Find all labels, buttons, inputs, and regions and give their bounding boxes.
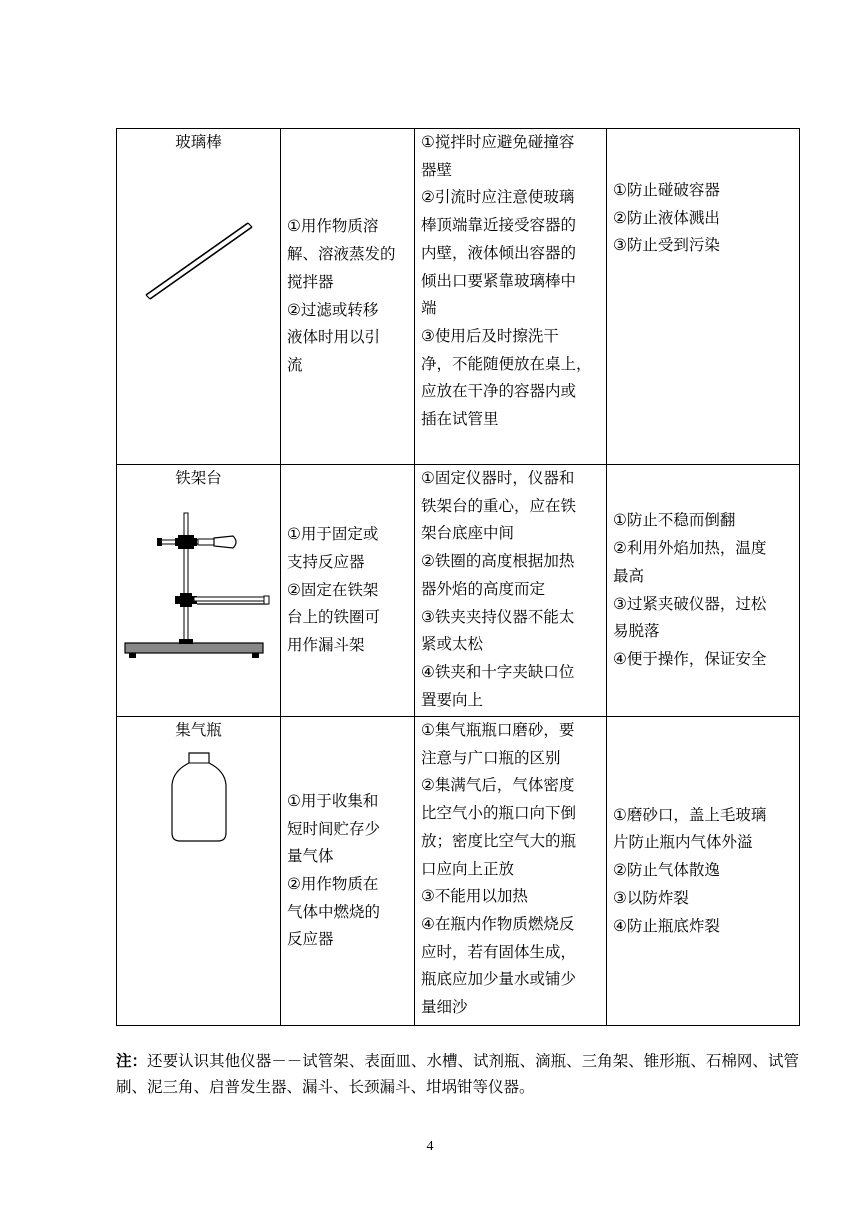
text-line: ③过紧夹破仪器，过松: [613, 594, 767, 613]
notes-cell: [415, 129, 607, 465]
text-line: 瓶底应加少量水或铺少: [421, 970, 577, 989]
text-line: 气体中燃烧的: [287, 902, 381, 921]
text-line: 易脱落: [613, 622, 660, 641]
notes-cell: [415, 465, 607, 717]
text-line: 注意与广口瓶的区别: [421, 748, 561, 767]
text-line: ①用于收集和: [287, 791, 379, 810]
text-line: ③铁夹夹持仪器不能太: [421, 607, 575, 626]
text-line: ①固定仪器时，仪器和: [421, 469, 575, 487]
text-line: ①磨砂口，盖上毛玻璃: [613, 805, 767, 824]
text-line: 棒顶端靠近接受容器的: [421, 216, 577, 235]
iron-stand-illustration: [117, 509, 281, 659]
text-line: 比空气小的瓶口向下倒: [421, 804, 577, 823]
text-line: 液体时用以引: [287, 328, 381, 347]
text-line: ①搅拌时应避免碰撞容: [421, 133, 575, 151]
instrument-cell: [117, 717, 281, 1026]
text-line: 用作漏斗架: [287, 636, 365, 655]
text-line: 铁架台的重心，应在铁: [421, 496, 577, 515]
text-line: 器壁: [421, 160, 453, 179]
table-row: [117, 717, 800, 1026]
text-line: 量气体: [287, 847, 334, 866]
text-line: 搅拌器: [287, 272, 334, 291]
instrument-cell: [117, 129, 281, 465]
text-line: 片防止瓶内气体外溢: [613, 833, 753, 852]
text-line: 置要向上: [421, 690, 484, 709]
text-line: ①集气瓶瓶口磨砂，要: [421, 721, 575, 739]
text-line: 反应器: [287, 930, 334, 949]
footnote-text: 还要认识其他仪器－－试管架、表面皿、水槽、试剂瓶、滴瓶、三角架、锥形瓶、石棉网、试管刷、泥三角、启普发生器、漏斗、长颈漏斗、坩埚钳等仪器。: [116, 1052, 799, 1096]
reasons-cell: [607, 129, 800, 465]
page-number: 4: [426, 1139, 434, 1154]
text-line: 流: [287, 355, 303, 374]
text-line: 器外焰的高度而定: [421, 579, 546, 598]
gas-bottle-illustration: [117, 749, 281, 849]
text-line: ③使用后及时擦洗干: [421, 326, 559, 345]
text-line: ④在瓶内作物质燃烧反: [421, 914, 575, 933]
uses-cell: [281, 717, 415, 1026]
text-line: ②固定在铁架: [287, 580, 379, 599]
text-line: 净，不能随便放在桌上，: [421, 354, 592, 373]
text-line: ②防止液体溅出: [613, 208, 720, 227]
text-line: 紧或太松: [421, 635, 484, 654]
instrument-name: 玻璃棒: [175, 133, 222, 151]
instrument-name: 铁架台: [175, 469, 222, 487]
text-line: ①用作物质溶: [287, 217, 379, 236]
text-line: ③不能用以加热: [421, 887, 528, 906]
text-line: ①防止不稳而倒翻: [613, 511, 736, 530]
text-line: 架台底座中间: [421, 524, 515, 543]
text-line: 台上的铁圈可: [287, 608, 381, 627]
text-line: 支持反应器: [287, 552, 365, 571]
text-line: 量细沙: [421, 998, 468, 1017]
text-line: ②过滤或转移: [287, 300, 379, 319]
instrument-name: 集气瓶: [175, 721, 222, 739]
text-line: ④便于操作，保证安全: [613, 649, 767, 668]
footnote: [116, 1048, 799, 1100]
text-line: 应时，若有固体生成，: [421, 942, 577, 961]
table-row: [117, 465, 800, 717]
text-line: ②利用外焰加热，温度: [613, 539, 767, 558]
text-line: 最高: [613, 566, 645, 585]
text-line: ②铁圈的高度根据加热: [421, 552, 575, 571]
instrument-table: [116, 128, 800, 1026]
text-line: ②用作物质在: [287, 875, 379, 893]
text-line: 插在试管里: [421, 410, 499, 429]
text-line: ②防止气体散逸: [613, 861, 720, 880]
text-line: ④铁夹和十字夹缺口位: [421, 662, 575, 681]
text-line: ①防止碰破容器: [613, 181, 720, 199]
text-line: ②集满气后，气体密度: [421, 776, 575, 795]
text-line: 解、溶液蒸发的: [287, 245, 396, 264]
text-line: ①用于固定或: [287, 525, 379, 544]
text-line: ③以防炸裂: [613, 888, 689, 907]
uses-cell: [281, 129, 415, 465]
notes-cell: [415, 717, 607, 1026]
text-line: 口应向上正放: [421, 859, 515, 878]
table-row: [117, 129, 800, 465]
text-line: ②引流时应注意使玻璃: [421, 188, 575, 207]
text-line: 内壁，液体倾出容器的: [421, 243, 577, 262]
text-line: 短时间贮存少: [287, 819, 381, 838]
reasons-cell: [607, 717, 800, 1026]
instrument-cell: [117, 465, 281, 717]
text-line: ③防止受到污染: [613, 236, 720, 255]
footnote-label: 注：: [116, 1052, 148, 1070]
uses-cell: [281, 465, 415, 717]
text-line: 倾出口要紧靠玻璃棒中: [421, 271, 577, 290]
text-line: 应放在干净的容器内或: [421, 382, 577, 401]
reasons-cell: [607, 465, 800, 717]
text-line: 端: [421, 299, 437, 318]
text-line: 放；密度比空气大的瓶: [421, 831, 577, 850]
text-line: ④防止瓶底炸裂: [613, 916, 720, 935]
glass-rod-illustration: [119, 211, 279, 321]
